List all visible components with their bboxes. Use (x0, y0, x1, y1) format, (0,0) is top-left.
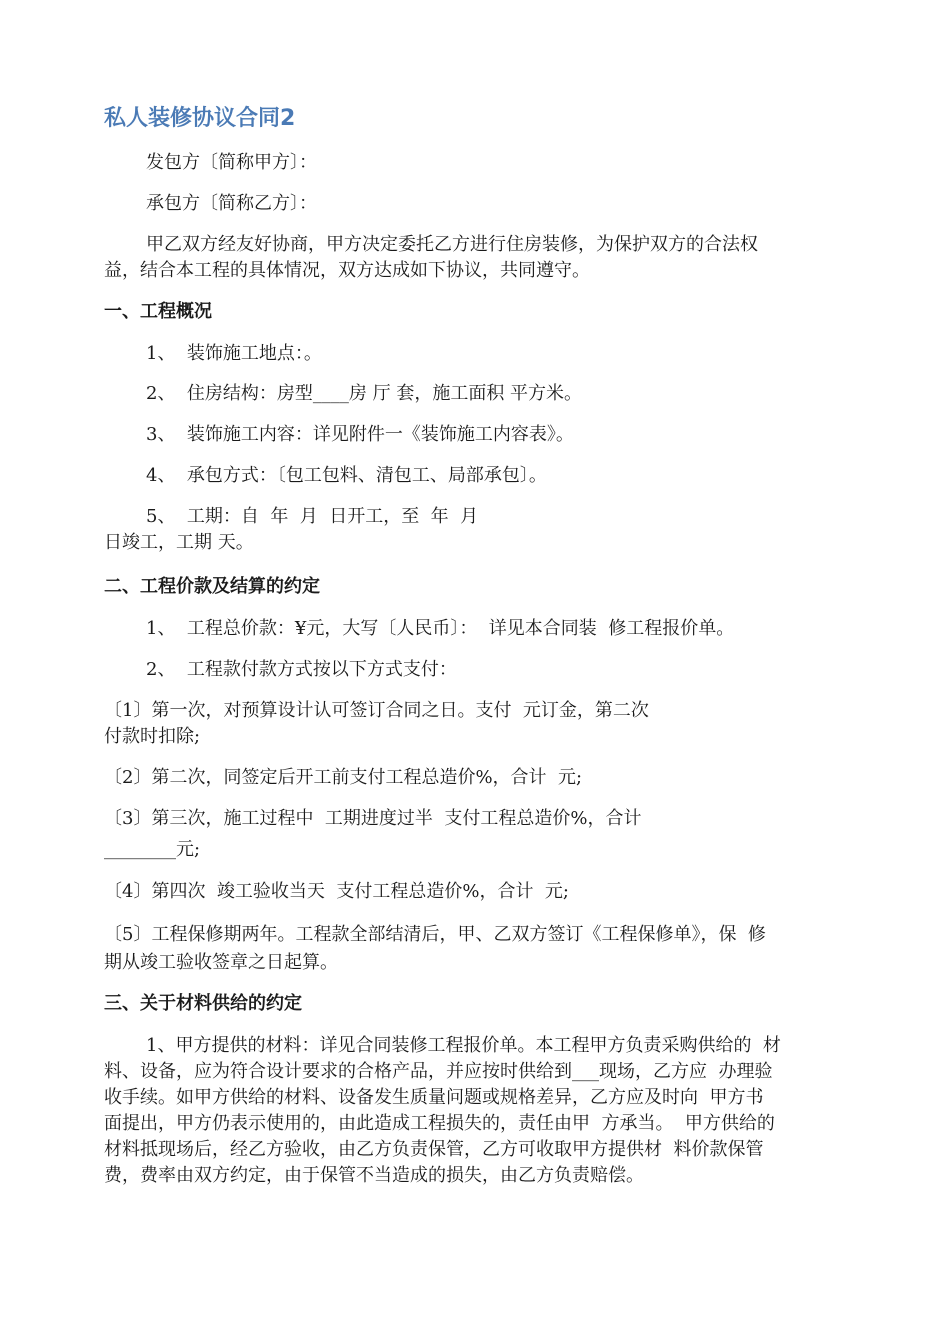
materials-paragraph-line: 材料抵现场后，经乙方验收，由乙方负责保管，乙方可收取甲方提供材 料价款保管 (104, 1139, 764, 1160)
client-party-line: 发包方〔简称甲方〕： (146, 152, 317, 173)
section-heading-materials: 三、关于材料供给的约定 (104, 993, 302, 1014)
payment-item: 〔3〕第三次，施工过程中 工期进度过半 支付工程总造价%，合计 (104, 808, 642, 829)
payment-item-continued: ________元; (104, 839, 201, 860)
materials-paragraph-line: 收手续。如甲方供给的材料、设备发生质量问题或规格差异，乙方应及时向 甲方书 (104, 1087, 764, 1108)
overview-item: 3、 装饰施工内容：详见附件一《装饰施工内容表》。 (146, 424, 574, 445)
overview-item: 5、 工期：自 年 月 日开工，至 年 月 (146, 506, 479, 527)
overview-item: 1、 装饰施工地点：。 (146, 343, 322, 364)
materials-paragraph-line: 面提出，甲方仍表示使用的，由此造成工程损失的，责任由甲 方承当。 甲方供给的 (104, 1113, 775, 1134)
intro-line: 甲乙双方经友好协商，甲方决定委托乙方进行住房装修，为保护双方的合法权 (146, 234, 758, 255)
payment-item-continued: 期从竣工验收签章之日起算。 (104, 952, 338, 973)
payment-item: 〔2〕第二次，同签定后开工前支付工程总造价%，合计 元; (104, 767, 583, 788)
payment-item-continued: 付款时扣除; (104, 726, 201, 747)
payment-item: 〔1〕第一次，对预算设计认可签订合同之日。支付 元订金，第二次 (104, 700, 649, 721)
overview-item: 2、 住房结构：房型____房 厅 套，施工面积 平方米。 (146, 383, 583, 404)
payment-item: 〔5〕工程保修期两年。工程款全部结清后，甲、乙双方签订《工程保修单》，保 修 (104, 924, 766, 945)
overview-item-continued: 日竣工，工期 天。 (104, 532, 254, 553)
payment-item: 1、 工程总价款：¥元，大写〔人民币〕： 详见本合同装 修工程报价单。 (146, 618, 735, 639)
payment-item: 2、 工程款付款方式按以下方式支付： (146, 659, 457, 680)
materials-paragraph-line: 料、设备，应为符合设计要求的合格产品，并应按时供给到___现场，乙方应 办理验 (104, 1061, 773, 1082)
payment-item: 〔4〕第四次 竣工验收当天 支付工程总造价%，合计 元; (104, 881, 569, 902)
section-heading-overview: 一、工程概况 (104, 301, 212, 322)
materials-paragraph-line: 1、甲方提供的材料：详见合同装修工程报价单。本工程甲方负责采购供给的 材 (146, 1035, 781, 1056)
overview-item: 4、 承包方式：〔包工包料、清包工、局部承包〕。 (146, 465, 547, 486)
intro-line: 益，结合本工程的具体情况，双方达成如下协议，共同遵守。 (104, 260, 590, 281)
contractor-party-line: 承包方〔简称乙方〕： (146, 193, 317, 214)
section-heading-payment: 二、工程价款及结算的约定 (104, 576, 320, 597)
document-title: 私人装修协议合同2 (104, 106, 296, 131)
materials-paragraph-line: 费，费率由双方约定，由于保管不当造成的损失，由乙方负责赔偿。 (104, 1165, 644, 1186)
